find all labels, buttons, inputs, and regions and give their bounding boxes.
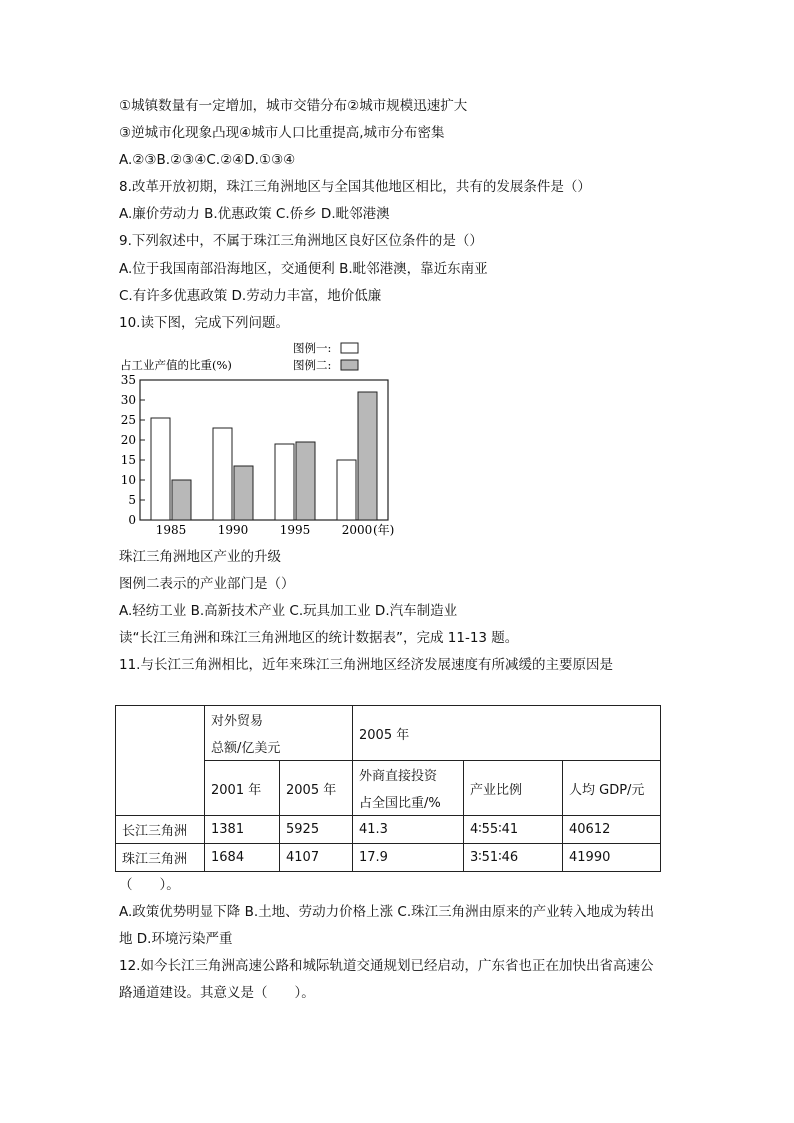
bar-series-1-1995 [275, 444, 294, 520]
header-fdi [353, 761, 464, 816]
y-tick-label: 35 [120, 373, 136, 387]
bar-series-1-2000 [337, 460, 356, 520]
answer-options: A.政策优势明显下降 B.土地、劳动力价格上涨 C.珠江三角洲由原来的产业转入地成为转出 [119, 904, 655, 920]
x-tick-label: 1985 [155, 523, 187, 537]
table-row [116, 844, 661, 872]
answer-options: C.有许多优惠政策 D.劳动力丰富，地价低廉 [119, 288, 382, 304]
y-tick-label: 20 [120, 433, 136, 447]
question-12-cont: 路通道建设。其意义是（ ）。 [119, 985, 315, 1001]
cell: 1381 [205, 816, 280, 844]
header-ratio: 产业比例 [464, 761, 563, 816]
y-axis-label: 占工业产值的比重(%) [120, 358, 232, 372]
table-row [116, 816, 661, 844]
cell: 5925 [280, 816, 353, 844]
cell: 4∶55∶41 [464, 816, 563, 844]
x-tick-label: 1990 [217, 523, 249, 537]
bars [151, 392, 377, 520]
option-line: ③逆城市化现象凸现④城市人口比重提高,城市分布密集 [119, 125, 445, 141]
y-tick-label: 10 [120, 473, 136, 487]
cell: 41.3 [353, 816, 464, 844]
chart-caption: 珠江三角洲地区产业的升级 [119, 549, 281, 565]
header-text: 对外贸易 [211, 714, 264, 729]
y-tick-label: 30 [120, 393, 136, 407]
table-header-trade [205, 706, 353, 761]
bar-series-1-1985 [151, 418, 170, 520]
y-tick-label: 5 [128, 493, 136, 507]
y-axis [121, 373, 145, 527]
answer-options: A.位于我国南部沿海地区，交通便利 B.毗邻港澳，靠近东南亚 [119, 261, 488, 277]
answer-options: 地 D.环境污染严重 [119, 931, 233, 947]
bar-series-2-2000 [358, 392, 377, 520]
cell: 41990 [563, 844, 661, 872]
bar-series-2-1995 [296, 442, 315, 520]
header-text: 外商直接投资 [359, 769, 438, 784]
row-name: 长江三角洲 [116, 816, 205, 844]
statistics-table [115, 705, 661, 872]
bar-series-2-1985 [172, 480, 191, 520]
legend-swatch-1 [341, 343, 358, 353]
legend-label-2: 图例二: [293, 358, 332, 372]
bar-series-1-1990 [213, 428, 232, 520]
x-tick-label: 2000 [341, 523, 373, 537]
header-text: 总额/亿美元 [211, 741, 281, 756]
answer-options: A.②③B.②③④C.②④D.①③④ [119, 152, 296, 168]
cell: 1684 [205, 844, 280, 872]
answer-options: A.轻纺工业 B.高新技术产业 C.玩具加工业 D.汽车制造业 [119, 603, 458, 619]
industry-bar-chart [110, 336, 410, 542]
x-tick-label: 1995 [279, 523, 311, 537]
row-name: 珠江三角洲 [116, 844, 205, 872]
question-12: 12.如今长江三角洲高速公路和城际轨道交通规划已经启动，广东省也正在加快出省高速公 [119, 958, 654, 974]
x-unit-label: (年) [373, 523, 395, 537]
legend [293, 341, 358, 372]
table-header-year: 2005 年 [353, 706, 661, 761]
cell: 17.9 [353, 844, 464, 872]
header-gdp: 人均 GDP/元 [563, 761, 661, 816]
question-10-prompt: 图例二表示的产业部门是（） [119, 576, 295, 592]
cell: 40612 [563, 816, 661, 844]
x-axis [156, 522, 395, 537]
y-tick-label: 0 [128, 513, 136, 527]
question-10: 10.读下图，完成下列问题。 [119, 315, 289, 331]
y-tick-label: 15 [120, 453, 136, 467]
legend-label-1: 图例一: [293, 341, 332, 355]
question-8: 8.改革开放初期，珠江三角洲地区与全国其他地区相比，共有的发展条件是（） [119, 179, 591, 195]
table-corner-cell [116, 706, 205, 816]
answer-blank: （ ）。 [119, 877, 180, 893]
bar-series-2-1990 [234, 466, 253, 520]
answer-options: A.廉价劳动力 B.优惠政策 C.侨乡 D.毗邻港澳 [119, 206, 390, 222]
cell: 3∶51∶46 [464, 844, 563, 872]
reading-instruction: 读“长江三角洲和珠江三角洲地区的统计数据表”，完成 11-13 题。 [119, 630, 519, 646]
question-11: 11.与长江三角洲相比，近年来珠江三角洲地区经济发展速度有所减缓的主要原因是 [119, 657, 613, 673]
legend-swatch-2 [341, 360, 358, 370]
question-9: 9.下列叙述中，不属于珠江三角洲地区良好区位条件的是（） [119, 233, 483, 249]
header-2001: 2001 年 [205, 761, 280, 816]
header-text: 占全国比重/% [359, 796, 441, 811]
y-tick-label: 25 [120, 413, 136, 427]
header-2005: 2005 年 [280, 761, 353, 816]
cell: 4107 [280, 844, 353, 872]
option-line: ①城镇数量有一定增加，城市交错分布②城市规模迅速扩大 [119, 98, 468, 114]
